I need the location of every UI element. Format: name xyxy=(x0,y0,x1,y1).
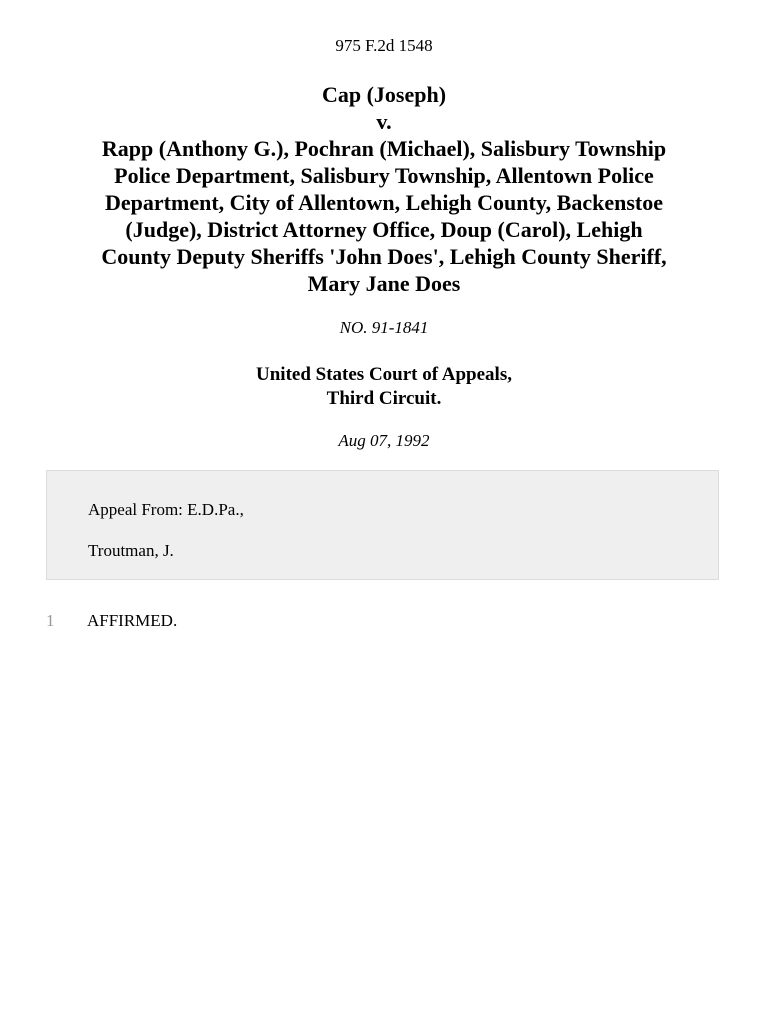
paragraph-number: 1 xyxy=(46,611,55,630)
title-line: County Deputy Sheriffs 'John Does', Lehigh County Sheriff, xyxy=(101,244,667,269)
court-name xyxy=(0,363,768,411)
case-citation: 975 F.2d 1548 xyxy=(335,36,433,55)
title-line: Department, City of Allentown, Lehigh County, Backenstoe xyxy=(105,190,663,215)
title-line: Mary Jane Does xyxy=(307,271,461,296)
title-line: (Judge), District Attorney Office, Doup (Carol), Lehigh xyxy=(125,217,643,242)
appeal-from-text: Appeal From: E.D.Pa., xyxy=(88,500,244,519)
title-line: Cap (Joseph) xyxy=(321,82,447,107)
court-line: Third Circuit. xyxy=(326,388,442,409)
decision-date: Aug 07, 1992 xyxy=(338,431,430,450)
court-line: United States Court of Appeals, xyxy=(256,364,512,385)
title-line: Rapp (Anthony G.), Pochran (Michael), Salisbury Township xyxy=(101,136,667,161)
case-info-box xyxy=(46,470,719,580)
title-line: Police Department, Salisbury Township, Allentown Police xyxy=(114,163,654,188)
paragraph-text: AFFIRMED. xyxy=(87,611,178,630)
docket-number: NO. 91-1841 xyxy=(339,318,429,337)
opinion-paragraph xyxy=(0,611,768,635)
case-title xyxy=(40,81,728,297)
judge-name: Troutman, J. xyxy=(88,541,174,560)
title-line: v. xyxy=(376,109,392,134)
